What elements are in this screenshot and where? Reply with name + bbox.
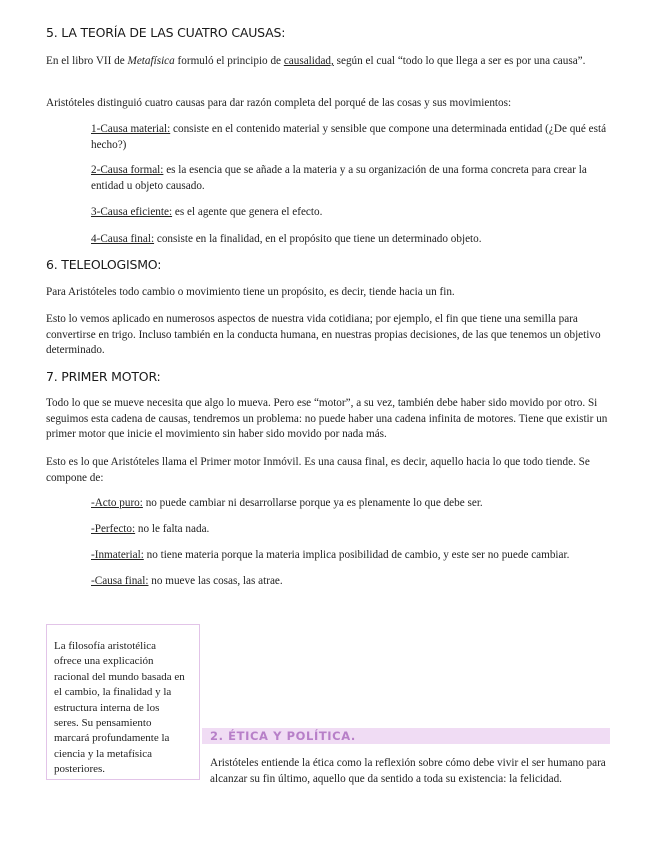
cause-material (91, 122, 607, 153)
section-6-paragraph-1: Para Aristóteles todo cambio o movimiento tiene un propósito, es decir, tiende hacia un fin. (46, 286, 455, 298)
trait-causa-final-text: no mueve las cosas, las atrae. (148, 575, 283, 587)
trait-causa-final (91, 574, 607, 590)
section-7-paragraph-1: Todo lo que se mueve necesita que algo lo mueva. Pero ese “motor”, a su vez, también debe haber sido movido por otro. Si seguimos esta cadena de causas, tendremos un problema: no puede haber una cadena infinita de motores. Tiene que existir un primer motor que inicie el movimiento sin haber sido movido por nada más. (46, 397, 608, 441)
ethics-heading: 2. ÉTICA Y POLÍTICA. (210, 729, 356, 743)
trait-acto-puro-text: no puede cambiar ni desarrollarse porque ya es plenamente lo que debe ser. (142, 497, 483, 509)
section-6-heading: 6. TELEOLOGISMO: (46, 257, 162, 272)
intro-text: En el libro VII de (46, 55, 128, 67)
causalidad-link[interactable]: causalidad, (283, 55, 334, 67)
trait-acto-puro (91, 496, 607, 512)
section-6-paragraph-2: Esto lo vemos aplicado en numerosos aspectos de nuestra vida cotidiana; por ejemplo, el fin que tiene una semilla para convertirse en trigo. Incluso también en la conducta humana, en nuestras propias decisiones, de las que tenemos un objetivo determinado. (46, 313, 601, 357)
trait-perfecto (91, 522, 607, 538)
section-5-intro (46, 54, 610, 70)
trait-inmaterial (91, 548, 607, 564)
cause-efficient-label: 3-Causa eficiente: (91, 206, 173, 218)
trait-inmaterial-text: no tiene materia porque la materia implica posibilidad de cambio, y este ser no puede cambiar. (143, 549, 570, 561)
cause-formal-text: es la esencia que se añade a la materia y a su organización de una forma concreta para crear la entidad u objeto causado. (91, 164, 587, 192)
trait-inmaterial-label: -Inmaterial: (91, 549, 144, 561)
intro-text-end: según el cual “todo lo que llega a ser es por una causa”. (333, 55, 586, 67)
section-7-heading: 7. PRIMER MOTOR: (46, 369, 161, 384)
cause-formal-label: 2-Causa formal: (91, 164, 164, 176)
ethics-heading-band (202, 728, 610, 744)
section-5-heading: 5. LA TEORÍA DE LAS CUATRO CAUSAS: (46, 25, 286, 40)
intro-text-mid: formuló el principio de (174, 55, 284, 67)
cause-material-label: 1-Causa material: (91, 123, 171, 135)
trait-acto-puro-label: -Acto puro: (91, 497, 143, 509)
cause-final (91, 232, 607, 248)
trait-causa-final-label: -Causa final: (91, 575, 149, 587)
cause-formal (91, 163, 607, 194)
trait-perfecto-text: no le falta nada. (135, 523, 210, 535)
ethics-paragraph: Aristóteles entiende la ética como la reflexión sobre cómo debe vivir el ser humano para alcanzar su fin último, aquello que da sentido a toda su existencia: la felicidad. (210, 757, 606, 785)
summary-sidebox-text: La filosofía aristotélica ofrece una explicación racional del mundo basada en el cambio, la finalidad y la estructura interna de los seres. Su pensamiento marcará profundamente la ciencia y la metafísica posteriores. (54, 640, 185, 776)
cause-final-text: consiste en la finalidad, en el propósito que tiene un determinado objeto. (154, 233, 482, 245)
section-7-paragraph-2: Esto es lo que Aristóteles llama el Primer motor Inmóvil. Es una causa final, es decir, aquello hacia lo que todo tiende. Se compone de: (46, 456, 590, 484)
trait-perfecto-label: -Perfecto: (91, 523, 136, 535)
cause-efficient (91, 205, 607, 221)
cause-final-label: 4-Causa final: (91, 233, 155, 245)
summary-sidebox (46, 624, 200, 780)
cause-material-text: consiste en el contenido material y sensible que compone una determinada entidad (¿De qué está hecho?) (91, 123, 607, 151)
section-5-paragraph: Aristóteles distinguió cuatro causas para dar razón completa del porqué de las cosas y sus movimientos: (46, 97, 512, 109)
intro-emphasis: Metafísica (127, 55, 175, 67)
cause-efficient-text: es el agente que genera el efecto. (172, 206, 323, 218)
